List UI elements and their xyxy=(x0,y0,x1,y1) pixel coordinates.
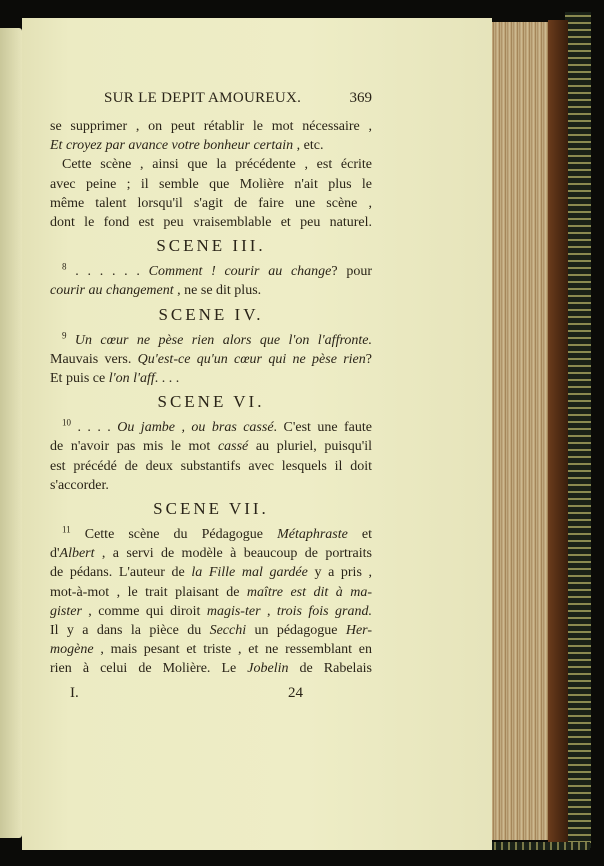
text-line xyxy=(50,118,372,136)
text-line xyxy=(50,214,372,232)
book-binding xyxy=(565,12,591,848)
italic-text: magis-ter xyxy=(206,603,261,619)
text-run xyxy=(67,333,75,348)
text-run: mot-à-mot , le trait plaisant de xyxy=(50,584,247,600)
text-run: de pédans. L'auteur de xyxy=(50,565,192,581)
text-line xyxy=(50,477,372,495)
text-line xyxy=(50,195,372,213)
text-line xyxy=(50,351,372,369)
text-line xyxy=(50,660,372,678)
text-line xyxy=(50,176,372,194)
footnote-number: 9 xyxy=(62,329,67,340)
italic-text: Métaphraste xyxy=(277,527,348,542)
text-run: Cette scène , ainsi que la précédente , est écrite xyxy=(62,157,372,173)
text-line xyxy=(50,564,372,582)
facing-page-edge xyxy=(0,28,22,838)
italic-text: trois fois grand. xyxy=(276,603,372,619)
italic-text: Albert xyxy=(59,546,95,562)
italic-text: Qu'est-ce qu'un cœur qui ne pèse rien xyxy=(137,351,366,367)
text-line xyxy=(50,526,372,544)
text-line xyxy=(50,603,372,621)
text-run: Mauvais vers. xyxy=(50,351,138,367)
italic-text: Secchi xyxy=(209,623,247,638)
footnote-number: 11 xyxy=(62,524,71,535)
text-run: avec peine ; il semble que Molière n'ait plus le xyxy=(50,176,372,192)
text-run: Il y a dans la pièce du xyxy=(50,623,210,638)
text-run: , comme qui diroit xyxy=(81,603,207,619)
text-line xyxy=(50,263,372,281)
text-run: est précédé de deux substantifs avec lesquels il doit xyxy=(50,458,372,474)
footnote-number: 8 xyxy=(62,261,67,272)
text-run: même talent lorsqu'il s'agit de faire une scène , xyxy=(50,195,372,211)
text-run: un pédagogue xyxy=(246,623,346,638)
text-line xyxy=(50,622,372,640)
text-run: , mais pesant et triste , et ne ressemblant en xyxy=(93,642,372,658)
text-run: d' xyxy=(50,546,60,562)
text-run: . . . . xyxy=(154,371,180,386)
scene-heading: SCENE IV. xyxy=(158,304,264,324)
italic-text: cassé xyxy=(217,439,249,455)
text-run: . C'est une faute xyxy=(273,420,373,436)
text-run: Cette scène du Pédagogue xyxy=(70,527,278,542)
italic-text: gister xyxy=(50,603,82,619)
italic-text: Her- xyxy=(345,623,372,638)
text-run: , xyxy=(260,603,277,619)
text-line xyxy=(50,282,372,300)
italic-text: Un cœur ne pèse rien alors que l'on l'affronte. xyxy=(74,332,372,348)
italic-text: Jobelin xyxy=(247,661,289,677)
italic-text: mogène xyxy=(50,642,94,658)
text-run: y a pris , xyxy=(307,565,373,581)
text-line xyxy=(50,137,372,155)
footnote-number: 10 xyxy=(62,417,71,428)
italic-text: Comment ! courir au change xyxy=(148,264,332,280)
italic-text: courir au changement xyxy=(50,283,174,299)
text-line xyxy=(50,370,372,388)
italic-text: Et croyez par avance votre bonheur certain xyxy=(50,138,294,154)
running-title: SUR LE DEPIT AMOUREUX. xyxy=(104,90,302,106)
volume-number: I. xyxy=(70,685,79,701)
text-run: dont le fond est peu vraisemblable et peu naturel. xyxy=(50,215,372,230)
italic-text: maître est dit à ma- xyxy=(246,584,372,600)
italic-text: Ou jambe , ou bras cassé xyxy=(117,420,274,436)
text-run: et xyxy=(347,527,372,542)
text-run: ? xyxy=(365,351,372,367)
page-number: 369 xyxy=(349,90,372,106)
page-edges-gilt xyxy=(548,20,568,842)
text-run: . . . . xyxy=(71,420,118,436)
text-run: Et puis ce xyxy=(50,371,109,386)
text-run: , a servi de modèle à beaucoup de portraits xyxy=(94,546,372,562)
text-line xyxy=(50,458,372,476)
text-run: au pluriel, puisqu'il xyxy=(248,439,372,455)
text-run: , ne se dit plus. xyxy=(173,283,262,299)
italic-text: la Fille mal gardée xyxy=(191,565,308,581)
text-line xyxy=(50,641,372,659)
text-run: ? pour xyxy=(331,264,372,280)
text-line xyxy=(50,438,372,456)
text-run: de n'avoir pas mis le mot xyxy=(50,439,218,455)
text-run: , etc. xyxy=(293,138,324,154)
scene-heading: SCENE VII. xyxy=(153,499,269,518)
signature-mark: 24 xyxy=(288,685,303,701)
scene-heading: SCENE III. xyxy=(156,236,266,256)
italic-text: l'on l'aff xyxy=(108,371,155,386)
text-run: . . . . . . xyxy=(66,264,149,280)
running-head xyxy=(52,90,372,110)
text-run: rien à celui de Molière. Le xyxy=(50,661,248,677)
text-run: se supprimer , on peut rétablir le mot nécessaire , xyxy=(50,119,372,134)
scene-heading: SCENE VI. xyxy=(157,392,265,412)
text-line xyxy=(50,584,372,602)
text-line xyxy=(50,156,372,174)
text-line xyxy=(50,545,372,563)
text-line xyxy=(50,329,372,350)
text-line xyxy=(50,419,372,437)
text-run: de Rabelais xyxy=(288,661,372,677)
text-run: s'accorder. xyxy=(50,477,109,493)
